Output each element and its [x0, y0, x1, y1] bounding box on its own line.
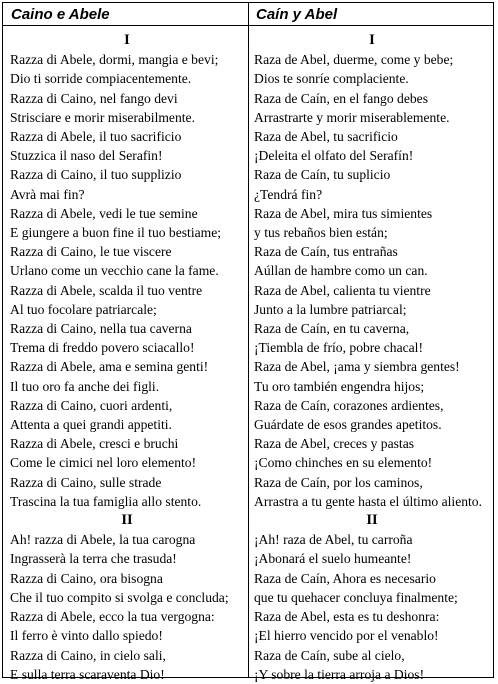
- section-2-heading: II: [121, 512, 133, 529]
- verse-line: Raza de Caín, Ahora es necesario: [254, 570, 436, 586]
- verse-line: Raza de Caín, en el fango debes: [254, 90, 429, 106]
- verse-line: Raza de Caín, tu suplicio: [254, 167, 391, 183]
- verse-line: Razza di Abele, cresci e bruchi: [10, 436, 179, 452]
- verse-line: ¡Tiembla de frío, pobre chacal!: [254, 340, 423, 356]
- verse-line: ¡Como chinches en su elemento!: [254, 455, 433, 471]
- verse-line: Avrà mai fin?: [10, 186, 85, 202]
- verse-line: Trascina la tua famiglia allo stento.: [10, 493, 202, 509]
- verse-line: Guárdate de esos grandes apetitos.: [254, 417, 442, 433]
- verse-line: Raza de Abel, mira tus simientes: [254, 205, 433, 221]
- header-divider: [3, 25, 493, 26]
- verse-line: ¡Y sobre la tierra arroja a Dios!: [254, 666, 425, 682]
- verse-line: Ah! razza di Abele, la tua carogna: [10, 532, 196, 548]
- spanish-stanza-2: [254, 530, 490, 684]
- verse-line: Urlano come un vecchio cane la fame.: [10, 263, 219, 279]
- verse-line: Raza de Abel, tu sacrificio: [254, 129, 398, 145]
- verse-line: Il ferro è vinto dallo spiedo!: [10, 628, 163, 644]
- italian-column: [10, 31, 244, 684]
- spanish-column: [254, 31, 490, 684]
- verse-line: Razza di Caino, sulle strade: [10, 474, 162, 490]
- verse-line: E sulla terra scaraventa Dio!: [10, 666, 165, 682]
- verse-line: Aúllan de hambre como un can.: [254, 263, 428, 279]
- italian-stanza-2: [10, 530, 244, 684]
- header-italian: Caino e Abele: [11, 6, 110, 23]
- verse-line: Raza de Abel, duerme, come y bebe;: [254, 52, 454, 68]
- section-1-heading: I: [124, 32, 130, 48]
- verse-line: ¡Abonará el suelo humeante!: [254, 551, 412, 567]
- verse-line: Dios te sonríe complaciente.: [254, 71, 409, 87]
- verse-line: Tu oro también engendra hijos;: [254, 378, 425, 394]
- verse-line: ¡El hierro vencido por el venablo!: [254, 628, 439, 644]
- italian-stanza-1: [10, 50, 244, 511]
- verse-line: Razza di Abele, il tuo sacrificio: [10, 129, 182, 145]
- column-divider: [248, 3, 249, 677]
- verse-line: Raza de Abel, esta es tu deshonra:: [254, 609, 440, 625]
- verse-line: Raza de Caín, por los caminos,: [254, 474, 423, 490]
- section-2-heading: II: [366, 512, 378, 529]
- verse-line: Strisciare e morir miserabilmente.: [10, 109, 195, 125]
- poem-table: [2, 2, 494, 682]
- verse-line: Il tuo oro fa anche dei figli.: [10, 378, 160, 394]
- verse-line: que tu quehacer concluya finalmente;: [254, 589, 458, 605]
- verse-line: Trema di freddo povero sciacallo!: [10, 340, 195, 356]
- verse-line: Razza di Caino, cuori ardenti,: [10, 397, 173, 413]
- verse-line: Come le cimici nel loro elemento!: [10, 455, 197, 471]
- verse-line: Raza de Caín, tus entrañas: [254, 244, 398, 260]
- verse-line: Razza di Abele, vedi le tue semine: [10, 205, 198, 221]
- verse-line: Razza di Caino, le tue viscere: [10, 244, 172, 260]
- verse-line: Raza de Abel, ¡ama y siembra gentes!: [254, 359, 460, 375]
- verse-line: Raza de Caín, corazones ardientes,: [254, 397, 444, 413]
- verse-line: Ingrasserà la terra che trasuda!: [10, 551, 177, 567]
- verse-line: Stuzzica il naso del Serafin!: [10, 148, 163, 164]
- verse-line: Razza di Caino, nel fango devi: [10, 90, 178, 106]
- verse-line: Arrastra a tu gente hasta el último aliento.: [254, 493, 482, 509]
- verse-line: Razza di Caino, ora bisogna: [10, 570, 163, 586]
- verse-line: Raza de Caín, sube al cielo,: [254, 647, 405, 663]
- verse-line: ¡Ah! raza de Abel, tu carroña: [254, 532, 413, 548]
- verse-line: Razza di Abele, ama e semina genti!: [10, 359, 209, 375]
- verse-line: Raza de Abel, calienta tu vientre: [254, 282, 431, 298]
- header-spanish: Caín y Abel: [256, 6, 338, 23]
- section-1-heading: I: [369, 32, 375, 48]
- verse-line: Arrastrarte y morir miserablemente.: [254, 109, 450, 125]
- verse-line: Razza di Caino, nella tua caverna: [10, 321, 192, 337]
- verse-line: Raza de Caín, en tu caverna,: [254, 321, 410, 337]
- verse-line: ¡Deleita el olfato del Serafín!: [254, 148, 414, 164]
- verse-line: Razza di Abele, ecco la tua vergogna:: [10, 609, 215, 625]
- verse-line: Junto a la lumbre patriarcal;: [254, 301, 407, 317]
- verse-line: Al tuo focolare patriarcale;: [10, 301, 157, 317]
- verse-line: Razza di Caino, in cielo sali,: [10, 647, 166, 663]
- verse-line: Razza di Caino, il tuo supplizio: [10, 167, 182, 183]
- spanish-stanza-1: [254, 50, 490, 511]
- verse-line: Dio ti sorride compiacentemente.: [10, 71, 192, 87]
- verse-line: E giungere a buon fine il tuo bestiame;: [10, 225, 222, 241]
- verse-line: y tus rebaños bien están;: [254, 225, 388, 241]
- verse-line: ¿Tendrá fin?: [254, 186, 323, 202]
- verse-line: Raza de Abel, creces y pastas: [254, 436, 415, 452]
- verse-line: Razza di Abele, dormi, mangia e bevi;: [10, 52, 219, 68]
- verse-line: Razza di Abele, scalda il tuo ventre: [10, 282, 203, 298]
- verse-line: Che il tuo compito si svolga e concluda;: [10, 589, 229, 605]
- verse-line: Attenta a quei grandi appetiti.: [10, 417, 172, 433]
